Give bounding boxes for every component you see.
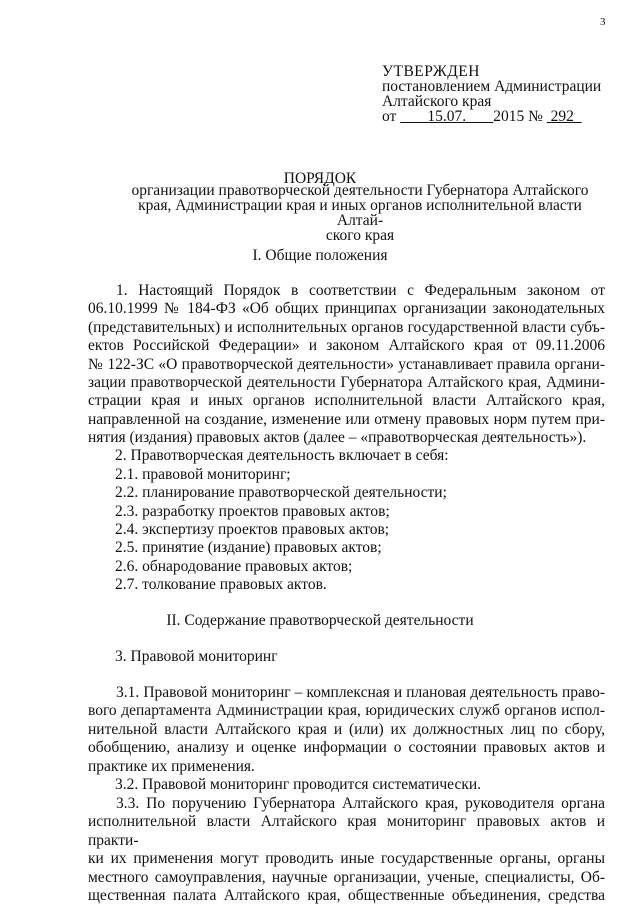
p33-line: ки их применения могут проводить иные государственные органы, органы [88,850,605,868]
p33-line: исполнительной власти Алтайского края мониторинг правовых актов и практи- [88,813,605,849]
list-item: 2.1. правовой мониторинг; [115,466,291,483]
p33-line: местного самоуправления, научные организации, ученые, специалисты, Об- [88,868,605,886]
p31-line: нительной власти Алтайского края и (или) их должностных лиц по сбору, [88,720,605,738]
p1-line: 06.10.1999 № 184-ФЗ «Об общих принципах организации законодательных [88,300,605,318]
p1-line: зации правотворческой деятельности Губернатора Алтайского края, Админи- [88,374,605,392]
list-item: 2.7. толкование правовых актов. [115,576,327,593]
approval-date: 15.07. [427,108,467,125]
paragraph-3-3 [88,795,605,905]
p31-line: 3.1. Правовой мониторинг – комплексная и плановая деятельность право- [116,684,605,701]
paragraph-3-1 [88,684,605,776]
list-item: 2.3. разработку проектов правовых актов; [115,503,390,520]
p31-line: вого департамента Администрации края, юридических служб органов испол- [88,702,605,720]
approval-title: УТВЕРЖДЕН [382,63,480,80]
list-item: 2.5. принятие (издание) правовых актов; [115,539,382,556]
p1-line: 1. Настоящий Порядок в соответствии с Федеральным законом от [116,282,605,299]
approval-stamp [382,64,601,124]
subtitle-line-3: ского края [325,227,395,244]
approval-number-label: № [528,108,543,125]
section-1-heading: I. Общие положения [252,247,388,264]
subtitle-line-2: края, Администрации края и иных органов исполнительной власти Алтай- [138,197,582,229]
approval-number: 292 [550,108,574,125]
page-number: 3 [600,16,606,28]
p31-line: обобщению, анализу и оценке информации о состоянии правовых актов и [88,739,605,757]
p1-line: № 122-ЗС «О правотворческой деятельности» устанавливает правила органи- [88,355,605,373]
paragraph-1 [88,282,605,448]
document-subtitle [115,183,605,243]
p1-line: нятия (издания) правовых актов (далее – «правотворческая деятельность»). [88,429,587,447]
p31-line: практике их применения. [88,757,255,775]
p1-line: ектов Российской Федерации» и законом Алтайского края от 09.11.2006 [88,337,605,355]
subtitle-line-1: организации правотворческой деятельности Губернатора Алтайского [131,182,589,199]
approval-line-2: Алтайского края [382,93,492,110]
list-item: 2.2. планирование правотворческой деятельности; [115,484,447,501]
sub-heading-3: 3. Правовой мониторинг [115,648,278,665]
p33-line: щественная палата Алтайского края, общественные объединения, средства [88,887,605,905]
section-2-heading: II. Содержание правотворческой деятельности [166,612,474,629]
p1-line: направленной на создание, изменение или отмену правовых норм путем при- [88,410,605,428]
approval-date-prefix: от [382,108,397,125]
p1-line: страции края и иных органов исполнительной власти Алтайского края, [88,392,605,410]
paragraph-3-2: 3.2. Правовой мониторинг проводится систематически. [115,776,482,793]
p1-line: (представительных) и исполнительных органов государственной власти субъ- [88,318,605,336]
approval-date-line [382,109,601,124]
approval-year: 2015 [493,108,525,125]
p33-line: 3.3. По поручению Губернатора Алтайского края, руководителя органа [116,795,605,812]
list-item: 2.4. экспертизу проектов правовых актов; [115,521,390,538]
document-title: ПОРЯДОК [283,170,357,187]
list-item: 2.6. обнародование правовых актов; [115,558,353,575]
approval-line-1: постановлением Администрации [382,78,602,95]
paragraph-2: 2. Правотворческая деятельность включает в себя: [115,447,449,464]
